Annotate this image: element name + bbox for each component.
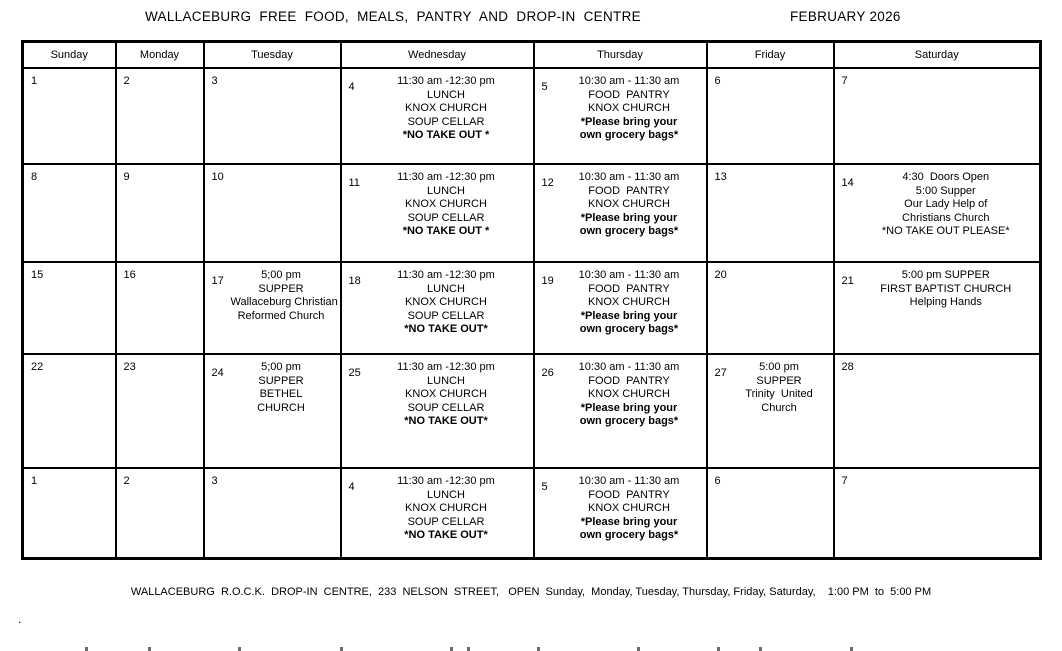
day-number: 12	[541, 177, 554, 189]
event-line: Wallaceburg Christian	[230, 296, 338, 308]
week-row-5	[23, 468, 1041, 559]
scan-tick-mark	[850, 647, 853, 651]
event-line: 11:30 am -12:30 pm	[397, 171, 495, 183]
day-cell	[116, 468, 204, 559]
calendar-table	[21, 40, 1042, 560]
day-number: 28	[841, 361, 854, 373]
day-cell	[534, 262, 707, 354]
day-number: 19	[541, 275, 554, 287]
day-cell	[204, 164, 341, 262]
event-line: Helping Hands	[909, 296, 982, 308]
scan-tick-mark	[450, 647, 453, 651]
event-line: SOUP CELLAR	[407, 115, 485, 128]
day-number: 8	[31, 171, 38, 183]
event-line: 5;00 pm	[261, 269, 301, 281]
scan-tick-mark	[238, 647, 241, 651]
scan-tick-mark	[637, 647, 640, 651]
event-line: *NO TAKE OUT*	[404, 529, 488, 541]
event-line: own grocery bags*	[579, 323, 679, 335]
event-text-block	[368, 475, 525, 543]
event-text-block	[561, 475, 698, 543]
event-line: BETHEL	[259, 388, 303, 400]
event-line: Reformed Church	[237, 309, 325, 322]
day-cell	[204, 262, 341, 354]
day-cell	[707, 354, 834, 468]
day-cell	[834, 262, 1041, 354]
weekday-header-thursday: Thursday	[534, 42, 707, 69]
event-line: *Please bring your	[580, 401, 678, 414]
event-line: 10:30 am - 11:30 am	[578, 361, 680, 373]
day-number: 13	[714, 171, 727, 183]
event-line: *Please bring your	[580, 515, 678, 528]
day-cell	[834, 468, 1041, 559]
day-number: 11	[348, 177, 360, 189]
day-cell	[534, 164, 707, 262]
week-row-3	[23, 262, 1041, 354]
event-text-block	[734, 361, 825, 415]
weekday-header-tuesday: Tuesday	[204, 42, 341, 69]
event-line: KNOX CHURCH	[405, 388, 487, 400]
event-text-block	[368, 171, 525, 239]
event-line: FOOD PANTRY	[588, 374, 670, 387]
event-text-block	[231, 361, 332, 415]
day-number: 7	[841, 475, 848, 487]
day-cell	[707, 164, 834, 262]
event-line: KNOX CHURCH	[588, 102, 670, 114]
event-line: KNOX CHURCH	[405, 502, 487, 514]
event-line: Trinity United	[745, 388, 813, 400]
day-cell	[23, 68, 116, 164]
day-number: 2	[123, 475, 130, 487]
day-number: 17	[211, 275, 224, 287]
event-line: *NO TAKE OUT *	[402, 129, 490, 141]
event-line: KNOX CHURCH	[405, 296, 487, 308]
event-line: LUNCH	[427, 488, 465, 501]
event-line: SUPPER	[756, 374, 802, 387]
day-cell	[23, 354, 116, 468]
event-line: FOOD PANTRY	[588, 88, 670, 101]
day-cell	[23, 262, 116, 354]
day-cell	[116, 164, 204, 262]
scan-tick-mark	[340, 647, 343, 651]
scan-tick-mark	[537, 647, 540, 651]
event-line: own grocery bags*	[579, 529, 679, 541]
day-number: 7	[841, 75, 848, 87]
day-cell	[534, 68, 707, 164]
event-text-block	[561, 75, 698, 143]
event-line: LUNCH	[427, 88, 465, 101]
event-line: own grocery bags*	[579, 129, 679, 141]
scan-tick-mark	[717, 647, 720, 651]
event-line: 10:30 am - 11:30 am	[578, 269, 680, 281]
event-line: SOUP CELLAR	[407, 401, 485, 414]
footer-note: WALLACEBURG R.O.C.K. DROP-IN CENTRE, 233 NELSON STREET, OPEN Sunday, Monday, Tuesday, Thursday, Friday, Saturday, 1:00 PM to 5:00 PM	[130, 586, 932, 598]
day-cell	[534, 468, 707, 559]
event-line: 11:30 am -12:30 pm	[397, 361, 495, 373]
event-line: KNOX CHURCH	[588, 296, 670, 308]
day-number: 3	[211, 475, 218, 487]
event-line: SOUP CELLAR	[407, 515, 485, 528]
event-line: Our Lady Help of	[904, 198, 988, 210]
day-cell	[341, 262, 534, 354]
week-row-2	[23, 164, 1041, 262]
day-cell	[707, 468, 834, 559]
day-number: 22	[31, 361, 44, 373]
event-line: CHURCH	[257, 401, 305, 414]
event-line: Christians Church	[902, 211, 990, 224]
event-line: 5:00 Supper	[915, 184, 976, 197]
day-cell	[116, 262, 204, 354]
day-cell	[834, 354, 1041, 468]
event-text-block	[561, 361, 698, 429]
day-cell	[707, 68, 834, 164]
day-number: 4	[348, 481, 355, 493]
day-number: 21	[841, 275, 854, 287]
event-text-block	[368, 361, 525, 429]
event-line: *NO TAKE OUT*	[404, 415, 488, 427]
day-number: 5	[541, 81, 548, 93]
event-line: 5:00 pm	[759, 361, 799, 373]
scan-tick-mark	[148, 647, 151, 651]
day-cell	[341, 68, 534, 164]
event-line: 11:30 am -12:30 pm	[397, 75, 495, 87]
weekday-header-row	[23, 42, 1041, 69]
event-line: 11:30 am -12:30 pm	[397, 475, 495, 487]
day-number: 4	[348, 81, 355, 93]
event-line: *Please bring your	[580, 211, 678, 224]
event-line: own grocery bags*	[579, 415, 679, 427]
event-line: SUPPER	[258, 374, 304, 387]
event-line: KNOX CHURCH	[405, 198, 487, 210]
day-number: 24	[211, 367, 224, 379]
day-cell	[707, 262, 834, 354]
day-cell	[204, 468, 341, 559]
event-line: KNOX CHURCH	[588, 502, 670, 514]
weekday-header-saturday: Saturday	[834, 42, 1041, 69]
event-line: *NO TAKE OUT *	[402, 225, 490, 237]
day-cell	[341, 468, 534, 559]
day-number: 23	[123, 361, 136, 373]
day-number: 18	[348, 275, 361, 287]
day-cell	[834, 164, 1041, 262]
event-line: LUNCH	[427, 184, 465, 197]
day-number: 5	[541, 481, 548, 493]
event-line: KNOX CHURCH	[405, 102, 487, 114]
event-line: *Please bring your	[580, 115, 678, 128]
event-line: SOUP CELLAR	[407, 309, 485, 322]
event-line: KNOX CHURCH	[588, 388, 670, 400]
week-row-4	[23, 354, 1041, 468]
weekday-header-wednesday: Wednesday	[341, 42, 534, 69]
month-year-label: FEBRUARY 2026	[790, 9, 901, 24]
event-line: 4:30 Doors Open	[902, 171, 990, 183]
scan-tick-mark	[759, 647, 762, 651]
day-number: 1	[31, 75, 38, 87]
day-number: 2	[123, 75, 130, 87]
day-number: 6	[714, 475, 721, 487]
event-text-block	[861, 171, 1032, 239]
stray-period-mark: .	[18, 612, 22, 626]
day-number: 6	[714, 75, 721, 87]
day-cell	[341, 354, 534, 468]
weekday-header-monday: Monday	[116, 42, 204, 69]
day-number: 1	[31, 475, 38, 487]
day-number: 25	[348, 367, 361, 379]
event-line: *Please bring your	[580, 309, 678, 322]
event-text-block	[561, 269, 698, 337]
event-line: 10:30 am - 11:30 am	[578, 75, 680, 87]
event-line: 11:30 am -12:30 pm	[397, 269, 495, 281]
event-line: SOUP CELLAR	[407, 211, 485, 224]
day-number: 14	[841, 177, 854, 189]
event-text-block	[861, 269, 1032, 310]
day-cell	[23, 468, 116, 559]
event-line: KNOX CHURCH	[588, 198, 670, 210]
event-line: *NO TAKE OUT PLEASE*	[881, 225, 1010, 237]
weekday-header-friday: Friday	[707, 42, 834, 69]
event-line: 5;00 pm	[261, 361, 301, 373]
event-text-block	[368, 269, 525, 337]
day-cell	[534, 354, 707, 468]
scan-tick-mark	[467, 647, 470, 651]
day-cell	[204, 354, 341, 468]
event-line: Church	[761, 401, 797, 414]
day-number: 20	[714, 269, 727, 281]
day-number: 27	[714, 367, 727, 379]
day-number: 16	[123, 269, 136, 281]
event-line: FOOD PANTRY	[588, 488, 670, 501]
event-line: own grocery bags*	[579, 225, 679, 237]
week-row-1	[23, 68, 1041, 164]
event-line: SUPPER	[258, 282, 304, 295]
day-number: 15	[31, 269, 44, 281]
day-number: 10	[211, 171, 224, 183]
event-line: LUNCH	[427, 282, 465, 295]
event-line: FOOD PANTRY	[588, 184, 670, 197]
event-text-block	[368, 75, 525, 143]
weekday-header-sunday: Sunday	[23, 42, 116, 69]
day-cell	[116, 68, 204, 164]
day-cell	[834, 68, 1041, 164]
event-text-block	[230, 269, 338, 323]
day-number: 9	[123, 171, 130, 183]
event-line: FIRST BAPTIST CHURCH	[880, 282, 1012, 295]
day-cell	[341, 164, 534, 262]
event-line: *NO TAKE OUT*	[404, 323, 488, 335]
event-line: 5:00 pm SUPPER	[901, 269, 990, 281]
event-line: 10:30 am - 11:30 am	[578, 475, 680, 487]
day-cell	[204, 68, 341, 164]
day-number: 3	[211, 75, 218, 87]
event-line: LUNCH	[427, 374, 465, 387]
event-line: 10:30 am - 11:30 am	[578, 171, 680, 183]
day-cell	[23, 164, 116, 262]
event-text-block	[561, 171, 698, 239]
day-number: 26	[541, 367, 554, 379]
day-cell	[116, 354, 204, 468]
page-title: WALLACEBURG FREE FOOD, MEALS, PANTRY AND DROP-IN CENTRE	[145, 9, 641, 24]
event-line: FOOD PANTRY	[588, 282, 670, 295]
scan-tick-mark	[85, 647, 88, 651]
